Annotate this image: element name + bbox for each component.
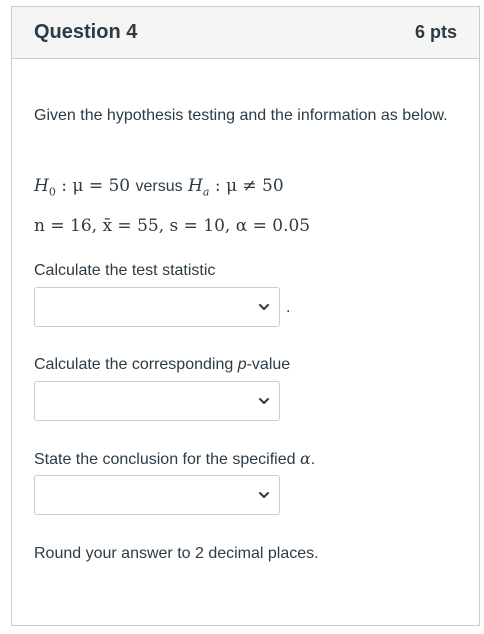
p-value-select[interactable]: [34, 381, 280, 421]
question-card: [11, 6, 480, 626]
prompt-conclusion-after: .: [310, 451, 316, 468]
prompt-p-value: [34, 351, 290, 378]
prompt-conclusion-alpha: α: [299, 449, 311, 468]
prompt-test-statistic: Calculate the test statistic: [34, 262, 216, 279]
ha-relation: : μ ≠ 50: [209, 176, 284, 196]
chevron-down-icon: [258, 489, 270, 501]
prompt-p-value-before: Calculate the corresponding: [34, 356, 238, 373]
question-points: 6 pts: [414, 22, 457, 42]
question-title: Question 4: [34, 21, 138, 43]
ha-symbol: H: [182, 176, 203, 196]
test-statistic-select[interactable]: [34, 287, 280, 327]
chevron-down-icon: [258, 301, 270, 313]
question-header: [12, 7, 479, 59]
h0-symbol: H: [34, 176, 49, 196]
chevron-down-icon: [258, 395, 270, 407]
conclusion-select[interactable]: [34, 475, 280, 515]
question-intro: Given the hypothesis testing and the information as below.: [34, 107, 448, 124]
h0-relation: : μ = 50: [55, 176, 136, 196]
prompt-p-value-after: -value: [246, 356, 291, 373]
given-values: n = 16, x̄ = 55, s = 10, α = 0.05: [34, 216, 311, 236]
round-note: Round your answer to 2 decimal places.: [34, 545, 319, 562]
prompt-conclusion-before: State the conclusion for the specified: [34, 451, 300, 468]
h0-subscript: 0: [48, 185, 56, 199]
hypothesis-statement: [34, 176, 284, 198]
prompt-p-value-italic: p: [237, 356, 247, 373]
versus-word: versus: [135, 178, 183, 195]
ha-subscript: a: [202, 185, 210, 199]
trailing-period: .: [286, 299, 291, 316]
prompt-conclusion: [34, 445, 315, 473]
